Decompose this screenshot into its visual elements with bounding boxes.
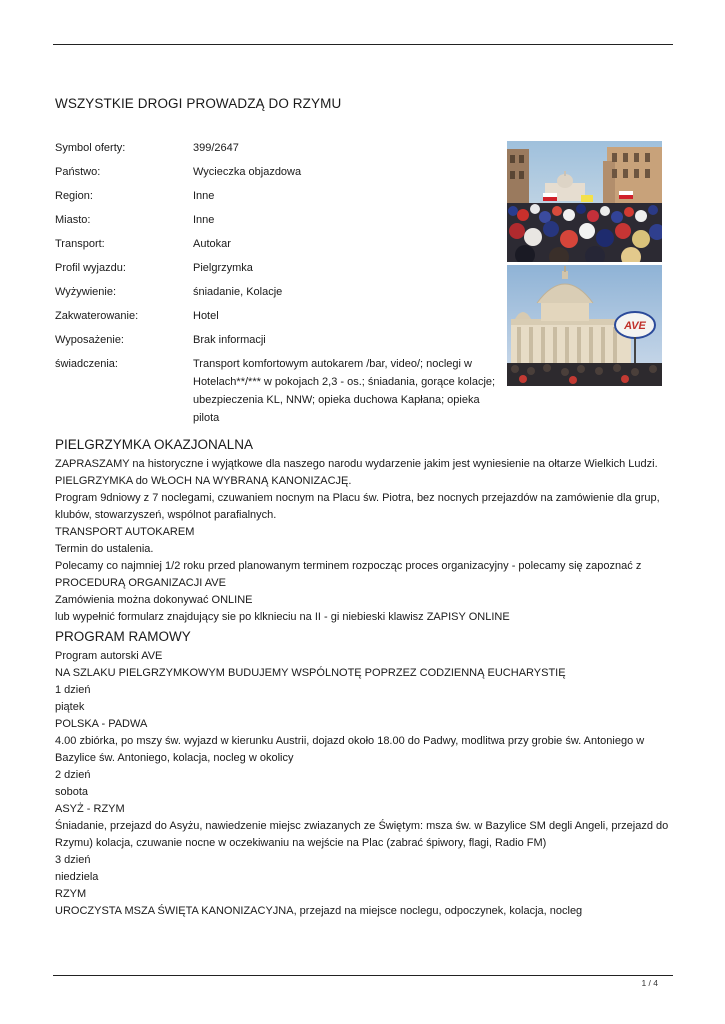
crowd-photo-image (507, 141, 662, 262)
section-okazjonalna-body (55, 456, 675, 626)
spec-label: Profil wyjazdu: (55, 262, 126, 274)
ave-banner-text: AVE (624, 320, 646, 332)
text-line: Termin do ustalenia. (55, 543, 154, 555)
page-number: 1 / 4 (641, 978, 658, 988)
text-line: Program autorski AVE (55, 650, 163, 662)
text-line: sobota (55, 786, 89, 798)
spec-value: Wycieczka objazdowa (193, 166, 302, 178)
spec-label: Region: (55, 190, 93, 202)
header-rule (53, 44, 673, 45)
spec-row (55, 259, 505, 277)
offer-description (55, 436, 675, 920)
spec-row (55, 331, 505, 349)
text-line: PIELGRZYMKA do WŁOCH NA WYBRANĄ KANONIZACJĘ. (55, 475, 352, 487)
spec-value: Hotel (193, 310, 219, 322)
spec-label: świadczenia: (55, 358, 118, 370)
basilica-photo-image (507, 265, 662, 386)
spec-value: Pielgrzymka (193, 262, 253, 274)
spec-row (55, 355, 505, 427)
spec-value: Brak informacji (193, 334, 266, 346)
text-line: Śniadanie, przejazd do Asyżu, nawiedzenie miejsc zwiazanych ze Świętym: msza św. w Bazylice SM degli Angeli, przejazd do Rzymu) kolacja, czuwanie nocne w oczekiwaniu na wejście na Plac (zabrać śpiwory, flagi, Radio FM) (55, 820, 669, 849)
page-title: WSZYSTKIE DROGI PROWADZĄ DO RZYMU (55, 96, 342, 111)
spec-label: Miasto: (55, 214, 91, 226)
text-line: lub wypełnić formularz znajdujący sie po klknieciu na II - gi niebieski klawisz ZAPISY ONLINE (55, 611, 510, 623)
offer-spec-table (55, 139, 505, 433)
spec-value: 399/2647 (193, 142, 239, 154)
spec-label: Wyżywienie: (55, 286, 117, 298)
text-line: ZAPRASZAMY na historyczne i wyjątkowe dla naszego narodu wydarzenie jakim jest wyniesienie na ołtarze Wielkich Ludzi. (55, 458, 658, 470)
text-line: niedziela (55, 871, 99, 883)
spec-label: Zakwaterowanie: (55, 310, 139, 322)
section-program-body (55, 648, 675, 920)
spec-row (55, 187, 505, 205)
spec-label: Państwo: (55, 166, 101, 178)
text-line: UROCZYSTA MSZA ŚWIĘTA KANONIZACYJNA, przejazd na miejsce noclegu, odpoczynek, kolacja, nocleg (55, 905, 583, 917)
section-heading-okazjonalna: PIELGRZYMKA OKAZJONALNA (55, 437, 254, 452)
text-line: TRANSPORT AUTOKAREM (55, 526, 195, 538)
footer-rule (53, 975, 673, 976)
text-line: 4.00 zbiórka, po mszy św. wyjazd w kierunku Austrii, dojazd około 18.00 do Padwy, modlitwa przy grobie św. Antoniego w Bazylice św. Antoniego, kolacja, nocleg w okolicy (55, 735, 645, 764)
text-line: 2 dzień (55, 769, 91, 781)
text-line: Program 9dniowy z 7 noclegami, czuwaniem nocnym na Placu św. Piotra, bez nocnych przejazdów na zamówienie dla grup, klubów, stowarzyszeń, wspólnot parafialnych. (55, 492, 660, 521)
spec-row (55, 139, 505, 157)
text-line: RZYM (55, 888, 87, 900)
spec-row (55, 283, 505, 301)
spec-row (55, 211, 505, 229)
basilica-photo (507, 265, 662, 386)
spec-value: Inne (193, 190, 215, 202)
text-line: piątek (55, 701, 85, 713)
spec-row (55, 307, 505, 325)
text-line: Zamówienia można dokonywać ONLINE (55, 594, 253, 606)
spec-value: Autokar (193, 238, 231, 250)
spec-label: Transport: (55, 238, 105, 250)
spec-value: Transport komfortowym autokarem /bar, video/; noclegi w Hotelach**/*** w pokojach 2,3 - os.; śniadania, gorące kolacje; ubezpieczenia KL, NNW; opieka duchowa Kapłana; opieka pilota (193, 358, 496, 424)
text-line: ASYŻ - RZYM (55, 803, 125, 815)
spec-row (55, 235, 505, 253)
spec-value: Inne (193, 214, 215, 226)
spec-row (55, 163, 505, 181)
text-line: 1 dzień (55, 684, 91, 696)
spec-label: Symbol oferty: (55, 142, 126, 154)
text-line: POLSKA - PADWA (55, 718, 148, 730)
text-line: 3 dzień (55, 854, 91, 866)
text-line: Polecamy co najmniej 1/2 roku przed planowanym terminem rozpocząc proces organizacyjny - polecamy się zapoznać z PROCEDURĄ ORGANIZACJI AVE (55, 560, 642, 589)
section-heading-program: PROGRAM RAMOWY (55, 629, 191, 644)
crowd-photo (507, 141, 662, 262)
spec-label: Wyposażenie: (55, 334, 124, 346)
text-line: NA SZLAKU PIELGRZYMKOWYM BUDUJEMY WSPÓLNOTĘ POPRZEZ CODZIENNĄ EUCHARYSTIĘ (55, 667, 566, 679)
spec-value: śniadanie, Kolacje (193, 286, 283, 298)
